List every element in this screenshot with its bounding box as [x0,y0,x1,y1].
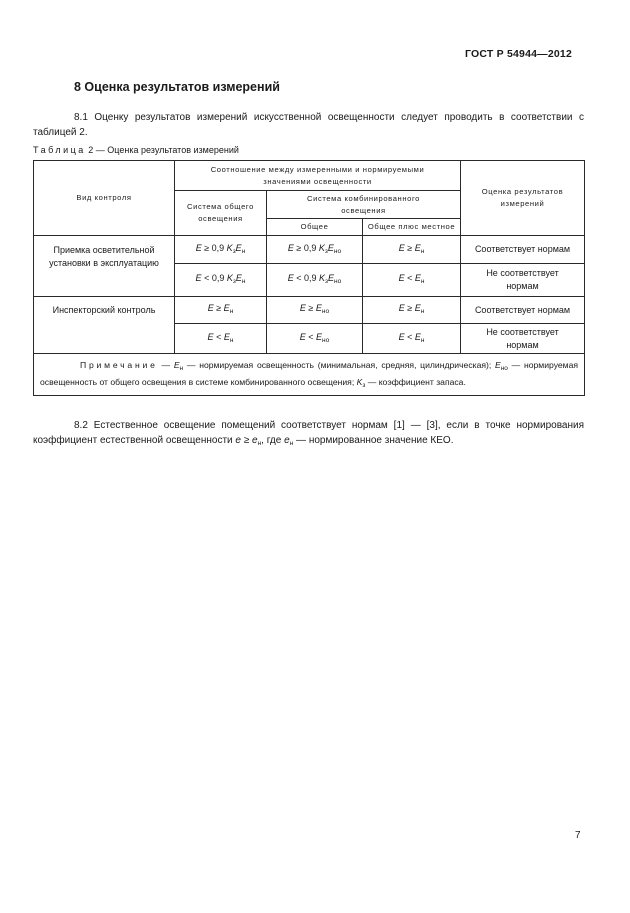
control-type-inspection: Инспекторский контроль [34,297,175,354]
cell-combined-local: $E < E_н$ [363,324,461,354]
page-number: 7 [575,830,581,841]
section-title: 8 Оценка результатов измерений [74,80,280,94]
cell-evaluation: Соответствует нормам [461,236,585,264]
cell-general: $E < E_н$ [175,324,267,354]
control-type-acceptance: Приемка осветительной установки в эксплуатацию [34,236,175,297]
table-note: Примечание — $E_н$ — нормируемая освещенность (минимальная, средняя, цилиндрическая); $E_{но}$ — нормируемая освещенность от общего освещения в системе комбинированного освещения; $K_з$ — коэффициент запаса. [34,354,585,396]
cell-combined-local: $E \ge E_н$ [363,297,461,324]
table-caption-prefix: Таблица [33,145,86,155]
header-evaluation: Оценка результатов измерений [461,161,585,236]
header-combined-local: Общее плюс местное [363,219,461,236]
header-relation: Соотношение между измеренными и нормируемыми значениями освещенности [175,161,461,191]
cell-combined-general: E < 0,9 $K_зE_{но}$ [267,264,363,297]
table-caption [33,145,239,155]
cell-combined-general: $E \ge E_{но}$ [267,297,363,324]
cell-general: E ≥ 0,9 $K_зE_н$ [175,236,267,264]
cell-combined-general: $E < E_{но}$ [267,324,363,354]
header-combined-general: Общее [267,219,363,236]
cell-evaluation: Не соответствует нормам [461,264,585,297]
paragraph-8-1: 8.1 Оценку результатов измерений искусственной освещенности следует проводить в соответствии с таблицей 2. [33,112,584,138]
cell-general: E < 0,9 $K_зE_н$ [175,264,267,297]
results-table [33,160,585,396]
paragraph-8-2: 8.2 Естественное освещение помещений соответствует нормам [1] — [3], если в точке нормирования коэффициент естественной освещенности $e \ge e_н$, где $e_н$ — нормированное значение КЕО. [33,420,584,447]
cell-evaluation: Не соответствует нормам [461,324,585,354]
header-control-type: Вид контроля [34,161,175,236]
header-combined-system: Система комбинированного освещения [267,191,461,219]
cell-general: $E \ge E_н$ [175,297,267,324]
cell-evaluation: Соответствует нормам [461,297,585,324]
cell-combined-local: $E < E_н$ [363,264,461,297]
cell-combined-general: E ≥ 0,9 $K_зE_{но}$ [267,236,363,264]
cell-combined-local: $E \ge E_н$ [363,236,461,264]
table-caption-title: 2 — Оценка результатов измерений [85,145,239,155]
document-code: ГОСТ Р 54944—2012 [465,48,573,60]
header-general-system: Система общего освещения [175,191,267,236]
